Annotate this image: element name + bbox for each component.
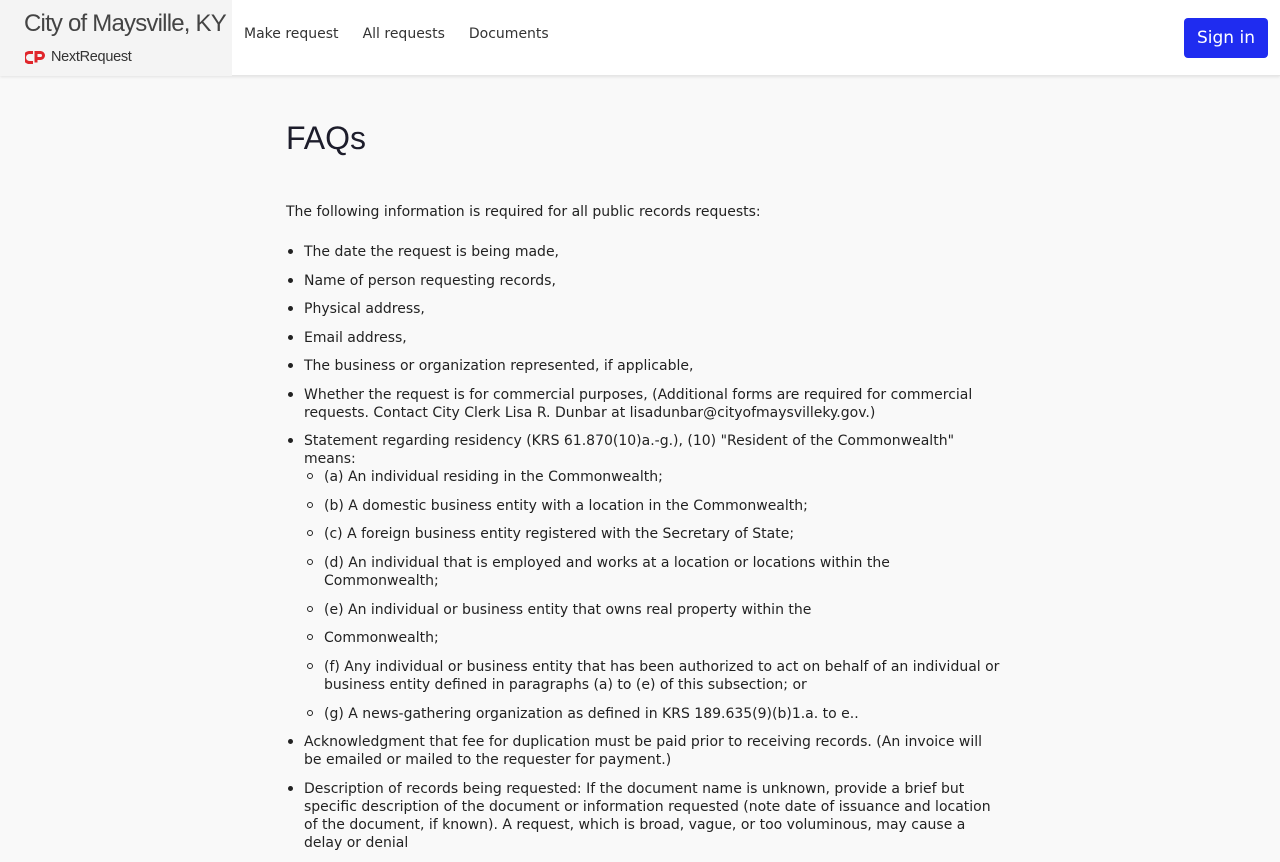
sublist-item: (a) An individual residing in the Commonwealth; — [304, 468, 1002, 486]
list-item: Whether the request is for commercial purposes, (Additional forms are required for commercial requests. Contact City Clerk Lisa R. Dunbar at lisadunbar@cityofmaysvilleky.gov.) — [286, 386, 1002, 422]
list-item: The business or organization represented, if applicable, — [286, 357, 1002, 375]
sublist-item: Commonwealth; — [304, 629, 1002, 647]
list-item: Acknowledgment that fee for duplication must be paid prior to receiving records. (An invoice will be emailed or mailed to the requester for payment.) — [286, 733, 1002, 769]
list-item: Physical address, — [286, 300, 1002, 318]
faq-content — [286, 120, 1002, 862]
sublist-item: (e) An individual or business entity that owns real property within the — [304, 601, 1002, 619]
nav-all-requests[interactable]: All requests — [362, 26, 445, 42]
list-item: The date the request is being made, — [286, 243, 1002, 261]
requirements-list — [286, 243, 1002, 852]
sign-in-button[interactable]: Sign in — [1184, 18, 1268, 58]
list-item: Description of records being requested: If the document name is unknown, provide a brief but specific description of the document or information requested (note date of issuance and location of the document, if known). A request, which is broad, vague, or too voluminous, may cause a delay or denial — [286, 780, 1002, 852]
main-nav — [244, 26, 573, 42]
sublist-item: (g) A news-gathering organization as defined in KRS 189.635(9)(b)1.a. to e.. — [304, 705, 1002, 723]
residency-sublist — [304, 468, 1002, 723]
list-item: Name of person requesting records, — [286, 272, 1002, 290]
intro-text: The following information is required for all public records requests: — [286, 204, 761, 220]
list-item: Email address, — [286, 329, 1002, 347]
nextrequest-logo[interactable] — [25, 49, 132, 65]
page-title: FAQs — [286, 120, 367, 156]
list-item-text: Statement regarding residency (KRS 61.870(10)a.-g.), (10) "Resident of the Commonwealth" means: — [304, 433, 955, 467]
sublist-item: (f) Any individual or business entity that has been authorized to act on behalf of an individual or business entity defined in paragraphs (a) to (e) of this subsection; or — [304, 658, 1002, 694]
nextrequest-logo-icon — [25, 50, 46, 65]
list-item-residency — [286, 432, 1002, 723]
nav-documents[interactable]: Documents — [468, 26, 549, 42]
brand-block[interactable] — [0, 0, 232, 76]
org-name[interactable]: City of Maysville, KY — [24, 10, 226, 37]
sublist-item: (c) A foreign business entity registered with the Secretary of State; — [304, 525, 1002, 543]
top-navbar — [0, 0, 1280, 76]
brand-name: NextRequest — [51, 49, 132, 65]
sublist-item: (b) A domestic business entity with a location in the Commonwealth; — [304, 497, 1002, 515]
nav-make-request[interactable]: Make request — [244, 26, 339, 42]
sublist-item: (d) An individual that is employed and works at a location or locations within the Commonwealth; — [304, 554, 1002, 590]
